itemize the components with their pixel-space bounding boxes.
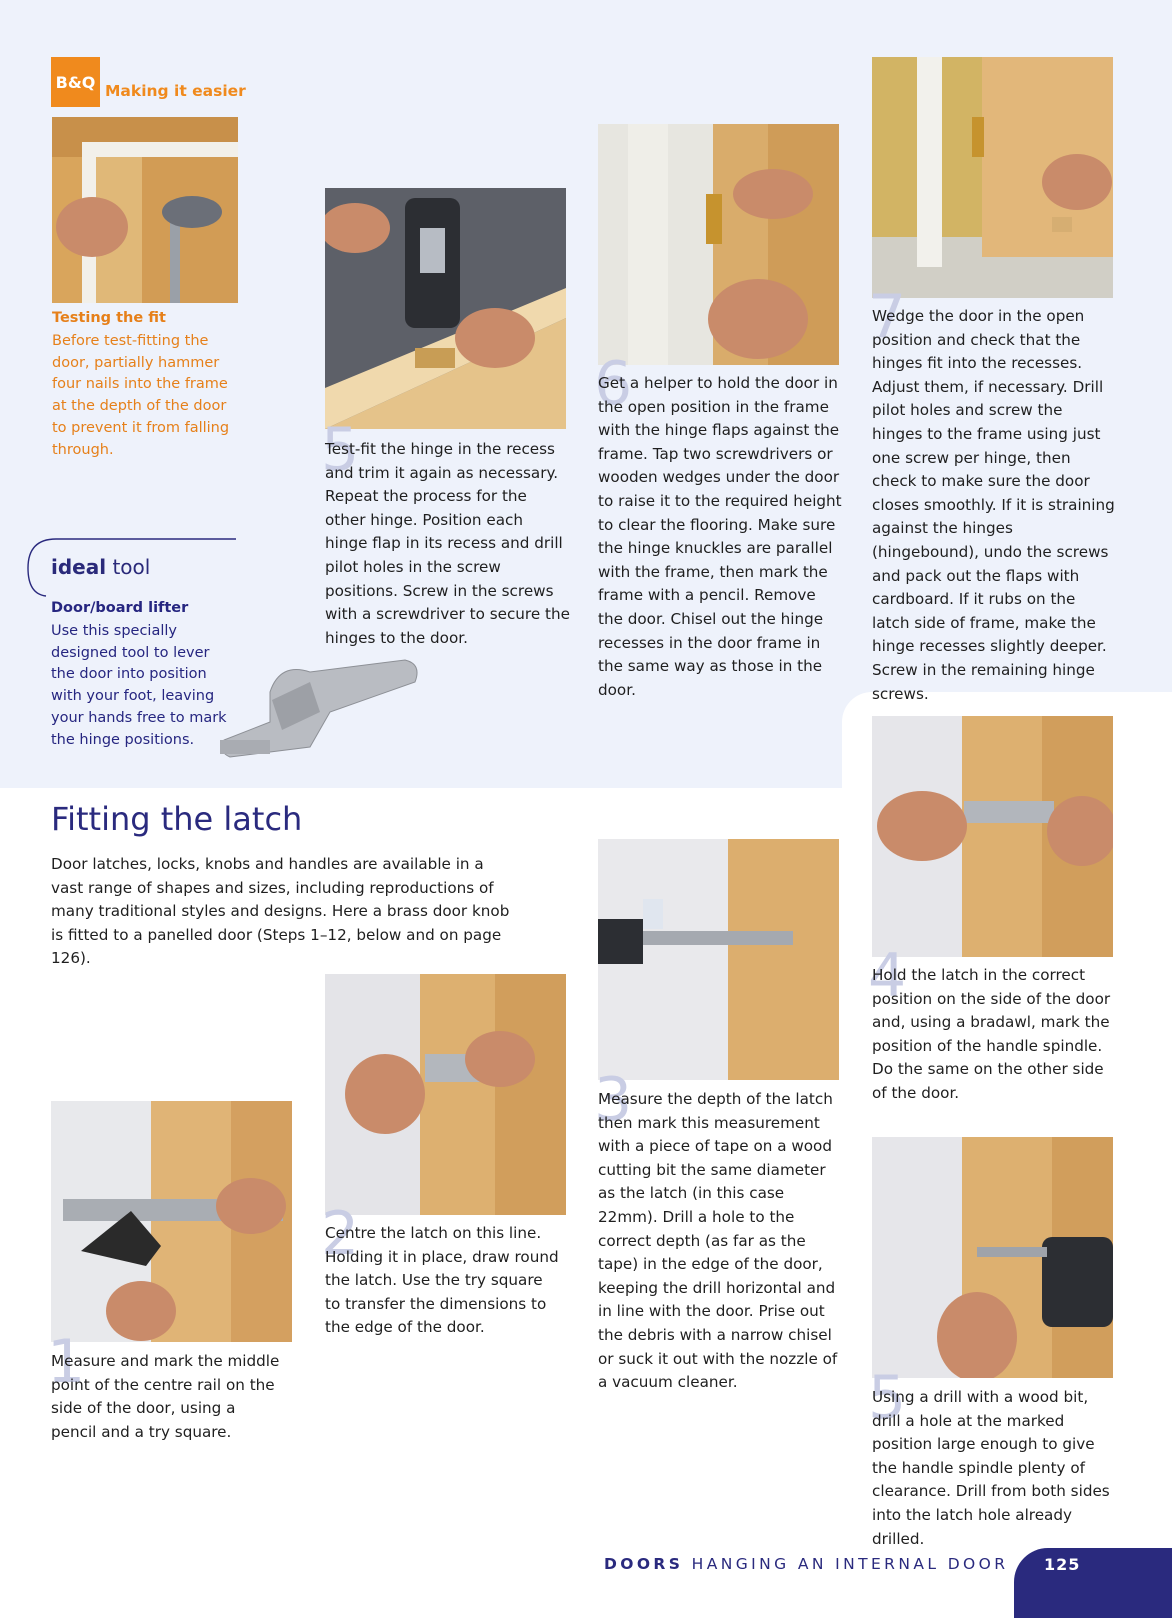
ideal-tool-title-bold: ideal xyxy=(51,555,107,579)
ideal-tool-title-rest: tool xyxy=(106,555,151,579)
hinge-step-5-text: Test-fit the hinge in the recess and trim it again as necessary. Repeat the process for the other hinge. Position each hinge flap in its recess and drill pilot holes in the screw positions. Screw in the screws with a screwdriver to secure the hinges to the door. xyxy=(325,440,570,647)
latch-step-5-text: Using a drill with a wood bit, drill a hole at the marked position large enough to give the handle spindle plenty of clearance. Drill from both sides into the latch hole already drilled. xyxy=(872,1388,1110,1548)
latch-step-2-number: 2 xyxy=(321,1199,360,1269)
tip-body: Before test-fitting the door, partially hammer four nails into the frame at the depth of the door to prevent it from falling through. xyxy=(52,333,230,458)
photo-testing-fit xyxy=(52,117,238,303)
latch-step-3-number: 3 xyxy=(594,1065,633,1135)
hinge-step-7 xyxy=(868,282,1117,706)
ideal-tool-title xyxy=(51,555,150,579)
footer-running-title xyxy=(604,1555,1008,1573)
footer-section: DOORS xyxy=(604,1555,684,1573)
latch-step-1-number: 1 xyxy=(47,1327,86,1397)
photo-latch-step-1 xyxy=(51,1101,292,1342)
latch-step-4 xyxy=(868,941,1112,1106)
photo-latch-step-2 xyxy=(325,974,566,1215)
page-number: 125 xyxy=(1044,1555,1081,1574)
latch-step-1 xyxy=(47,1327,281,1444)
photo-hinge-step-7 xyxy=(872,57,1113,298)
latch-section-intro: Door latches, locks, knobs and handles are available in a vast range of shapes and sizes, including reproductions of many traditional styles and designs. Here a brass door knob is fitted to a panelled door (Steps 1–12, below and on page 126). xyxy=(51,855,510,968)
photo-latch-step-4 xyxy=(872,716,1113,957)
hinge-step-5 xyxy=(321,415,570,650)
door-lifter-tool-image xyxy=(210,652,425,772)
brand-logo xyxy=(51,57,246,107)
footer-title: HANGING AN INTERNAL DOOR xyxy=(683,1555,1009,1573)
photo-latch-step-3 xyxy=(598,839,839,1080)
ideal-tool-body: Use this specially designed tool to lever the door into position with your foot, leaving your hands free to mark the hinge positions. xyxy=(51,623,227,748)
photo-hinge-step-6 xyxy=(598,124,839,365)
ideal-tool-heading: Door/board lifter xyxy=(51,600,189,616)
tip-heading: Testing the fit xyxy=(52,310,166,326)
photo-hinge-step-5 xyxy=(325,188,566,429)
hinge-step-7-text: Wedge the door in the open position and check that the hinges fit into the recesses. Adjust them, if necessary. Drill pilot holes and screw the hinges to the frame using just one screw per hinge, then check to make sure the door closes smoothly. If it is straining against the hinges (hingebound), undo the screws and pack out the flaps with cardboard. If it rubs on the latch side of frame, make the hinge recesses slightly deeper. Screw in the remaining hinge screws. xyxy=(872,307,1115,703)
latch-step-3-text: Measure the depth of the latch then mark this measurement with a piece of tape on a wood cutting bit the same diameter as the latch (in this case 22mm). Drill a hole to the correct depth (as far as the tape) in the edge of the door, keeping the drill horizontal and in line with the door. Prise out the debris with a narrow chisel or suck it out with the nozzle of a vacuum cleaner. xyxy=(598,1090,838,1392)
latch-step-2 xyxy=(321,1199,560,1340)
hinge-step-6-number: 6 xyxy=(594,349,633,419)
hinge-step-6 xyxy=(594,349,843,702)
brand-tagline: Making it easier xyxy=(105,82,246,100)
hinge-step-7-number: 7 xyxy=(868,282,907,352)
latch-step-4-text: Hold the latch in the correct position on the side of the door and, using a bradawl, mark the position of the handle spindle. Do the same on the other side of the door. xyxy=(872,966,1111,1102)
latch-step-1-text: Measure and mark the middle point of the centre rail on the side of the door, using a pencil and a try square. xyxy=(51,1352,280,1441)
latch-section-title: Fitting the latch xyxy=(51,800,303,838)
photo-latch-step-5 xyxy=(872,1137,1113,1378)
hinge-step-6-text: Get a helper to hold the door in the open position in the frame with the hinge flaps against the frame. Tap two screwdrivers or wooden wedges under the door to raise it to the required height to clear the flooring. Make sure the hinge knuckles are parallel with the frame, then mark the frame with a pencil. Remove the door. Chisel out the hinge recesses in the door frame in the same way as those in the door. xyxy=(598,374,842,699)
hinge-step-5-number: 5 xyxy=(321,415,360,485)
latch-step-5-number: 5 xyxy=(868,1363,907,1433)
latch-step-4-number: 4 xyxy=(868,941,907,1011)
latch-step-5 xyxy=(868,1363,1117,1551)
latch-step-3 xyxy=(594,1065,843,1395)
latch-step-2-text: Centre the latch on this line. Holding it in place, draw round the latch. Use the try square to transfer the dimensions to the edge of the door. xyxy=(325,1224,559,1337)
brand-logo-box: B&Q xyxy=(51,57,100,107)
